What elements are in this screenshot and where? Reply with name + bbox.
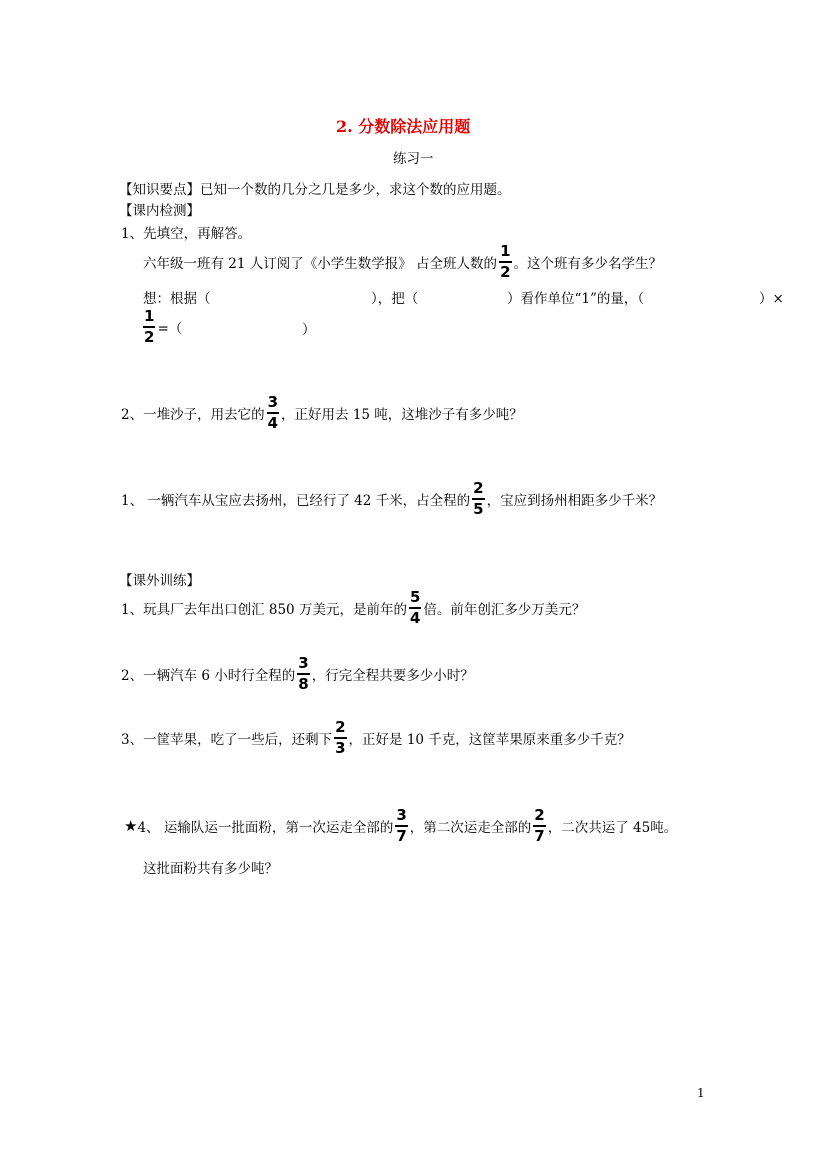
fraction-denominator: 8 — [298, 675, 309, 693]
q1-think-2: ），把（ — [371, 291, 419, 307]
e4-problem — [124, 808, 677, 844]
e3-problem — [121, 720, 631, 756]
q1-label: 1、先填空，再解答。 — [121, 226, 252, 242]
q1-eq-text: =（ — [157, 321, 183, 337]
q1-fraction — [499, 244, 511, 280]
q1-think-1: 想：根据（ — [143, 291, 211, 307]
fraction-denominator: 2 — [500, 263, 511, 281]
fraction-denominator: 4 — [267, 414, 279, 432]
q2-fraction — [267, 395, 279, 431]
q1-think-4: ）× — [759, 291, 784, 307]
fraction-denominator: 7 — [534, 827, 545, 845]
e1-problem — [121, 590, 585, 626]
q2-problem — [121, 395, 523, 431]
q2-text-b: ，正好用去 15 吨，这堆沙子有多少吨？ — [281, 407, 523, 423]
q3-fraction — [472, 481, 484, 517]
q1-think-3: ）看作单位“1”的量，（ — [507, 291, 645, 307]
fraction-numerator: 3 — [298, 654, 309, 672]
q1-eq-fraction — [143, 309, 155, 345]
fraction-numerator: 1 — [144, 307, 155, 325]
q2-text-a: 2、一堆沙子，用去它的 — [121, 407, 265, 423]
e4-fraction-2 — [533, 808, 545, 844]
e3-text-a: 3、一筐苹果，吃了一些后，还剩下 — [121, 732, 333, 748]
e1-fraction — [409, 590, 421, 626]
e4-fraction-1 — [395, 808, 407, 844]
e4-text-c: ，二次共运了 45吨。 — [547, 820, 678, 836]
e1-text-b: 倍。前年创汇多少万美元？ — [423, 602, 586, 618]
star-icon: ★ — [124, 817, 138, 835]
e3-fraction — [334, 720, 346, 756]
e2-problem — [121, 656, 474, 692]
e2-text-a: 2、一辆汽车 6 小时行全程的 — [121, 668, 296, 684]
fraction-denominator: 2 — [144, 328, 155, 346]
e1-text-a: 1、玩具厂去年出口创汇 850 万美元，是前年的 — [121, 602, 407, 618]
fraction-numerator: 3 — [396, 806, 407, 824]
fraction-numerator: 2 — [473, 479, 484, 497]
q1-eq-close: ） — [302, 322, 316, 338]
e3-text-b: ，正好是 10 千克，这筐苹果原来重多少千克？ — [348, 732, 631, 748]
e4-text-a: 4、 运输队运一批面粉，第一次运走全部的 — [137, 820, 394, 836]
q1-problem — [143, 244, 662, 280]
e2-text-b: ，行完全程共要多少小时？ — [311, 668, 474, 684]
key-point: 【知识要点】已知一个数的几分之几是多少，求这个数的应用题。 — [119, 182, 511, 198]
fraction-numerator: 1 — [500, 242, 511, 260]
q3-problem — [121, 481, 662, 517]
q1-text-a: 六年级一班有 21 人订阅了《小学生数学报》 占全班人数的 — [143, 256, 498, 272]
page-title: 2. 分数除法应用题 — [336, 117, 471, 136]
section-in-class: 【课内检测】 — [119, 203, 200, 219]
q1-text-b: 。这个班有多少名学生？ — [513, 256, 662, 272]
fraction-numerator: 2 — [335, 718, 346, 736]
fraction-numerator: 2 — [534, 806, 545, 824]
q3-text-b: ，宝应到扬州相距多少千米？ — [486, 493, 663, 509]
e4-text-b: ，第二次运走全部的 — [409, 820, 532, 836]
page-subtitle: 练习一 — [393, 151, 434, 167]
fraction-denominator: 7 — [396, 827, 407, 845]
fraction-denominator: 3 — [335, 739, 346, 757]
fraction-numerator: 5 — [409, 588, 421, 606]
page-number: 1 — [697, 1086, 705, 1100]
fraction-denominator: 4 — [409, 609, 421, 627]
fraction-denominator: 5 — [473, 500, 484, 518]
fraction-numerator: 3 — [267, 393, 279, 411]
section-out-class: 【课外训练】 — [119, 573, 200, 589]
e2-fraction — [297, 656, 309, 692]
e4-text-d: 这批面粉共有多少吨？ — [143, 861, 278, 877]
q1-equation — [141, 309, 182, 345]
q3-text-a: 1、 一辆汽车从宝应去扬州，已经行了 42 千米，占全程的 — [121, 493, 471, 509]
